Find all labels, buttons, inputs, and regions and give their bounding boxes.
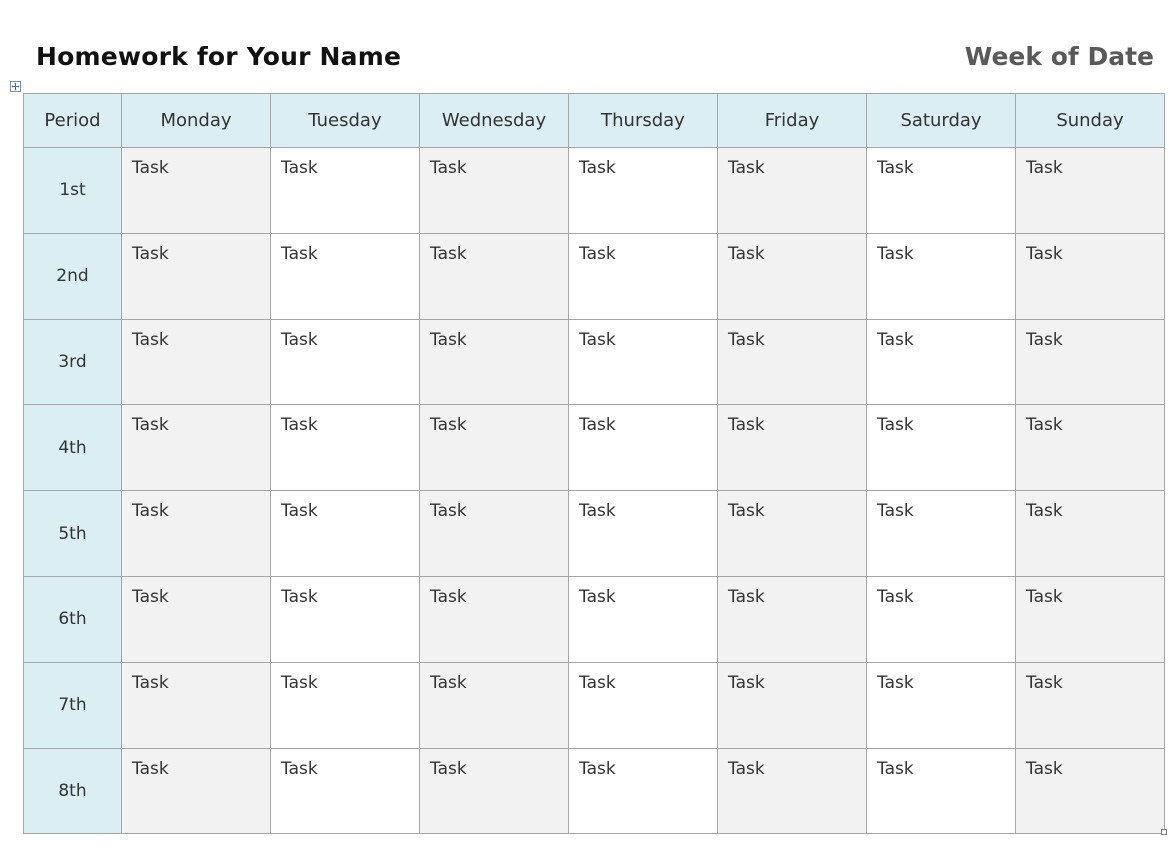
- task-cell[interactable]: Task: [271, 491, 420, 577]
- table-row: [24, 748, 1165, 834]
- task-cell[interactable]: Task: [867, 405, 1016, 491]
- period-cell: 7th: [24, 662, 122, 748]
- task-cell[interactable]: Task: [271, 576, 420, 662]
- task-cell[interactable]: Task: [867, 319, 1016, 405]
- column-header-wednesday: Wednesday: [420, 94, 569, 148]
- task-cell[interactable]: Task: [867, 576, 1016, 662]
- task-cell[interactable]: Task: [718, 748, 867, 834]
- task-cell[interactable]: Task: [122, 405, 271, 491]
- task-cell[interactable]: Task: [122, 748, 271, 834]
- table-row: [24, 405, 1165, 491]
- task-cell[interactable]: Task: [867, 748, 1016, 834]
- column-header-monday: Monday: [122, 94, 271, 148]
- task-cell[interactable]: Task: [420, 491, 569, 577]
- task-cell[interactable]: Task: [122, 662, 271, 748]
- table-row: [24, 319, 1165, 405]
- task-cell[interactable]: Task: [569, 319, 718, 405]
- task-cell[interactable]: Task: [420, 319, 569, 405]
- task-cell[interactable]: Task: [718, 233, 867, 319]
- task-cell[interactable]: Task: [271, 405, 420, 491]
- task-cell[interactable]: Task: [569, 405, 718, 491]
- task-cell[interactable]: Task: [569, 148, 718, 234]
- task-cell[interactable]: Task: [569, 748, 718, 834]
- task-cell[interactable]: Task: [420, 233, 569, 319]
- week-of-date: Week of Date: [964, 42, 1154, 71]
- task-cell[interactable]: Task: [718, 405, 867, 491]
- task-cell[interactable]: Task: [271, 233, 420, 319]
- task-cell[interactable]: Task: [420, 576, 569, 662]
- table-row: [24, 148, 1165, 234]
- task-cell[interactable]: Task: [420, 148, 569, 234]
- task-cell[interactable]: Task: [271, 148, 420, 234]
- column-header-tuesday: Tuesday: [271, 94, 420, 148]
- task-cell[interactable]: Task: [569, 491, 718, 577]
- task-cell[interactable]: Task: [1016, 662, 1165, 748]
- task-cell[interactable]: Task: [420, 662, 569, 748]
- table-row: [24, 662, 1165, 748]
- task-cell[interactable]: Task: [122, 491, 271, 577]
- task-cell[interactable]: Task: [867, 491, 1016, 577]
- period-cell: 2nd: [24, 233, 122, 319]
- period-cell: 5th: [24, 491, 122, 577]
- task-cell[interactable]: Task: [420, 405, 569, 491]
- homework-schedule-table: [23, 93, 1165, 834]
- task-cell[interactable]: Task: [569, 233, 718, 319]
- task-cell[interactable]: Task: [867, 662, 1016, 748]
- task-cell[interactable]: Task: [718, 576, 867, 662]
- period-cell: 3rd: [24, 319, 122, 405]
- table-header-row: [24, 94, 1165, 148]
- column-header-saturday: Saturday: [867, 94, 1016, 148]
- period-cell: 1st: [24, 148, 122, 234]
- table-resize-handle-icon[interactable]: [1161, 829, 1167, 835]
- task-cell[interactable]: Task: [1016, 148, 1165, 234]
- task-cell[interactable]: Task: [718, 319, 867, 405]
- period-cell: 8th: [24, 748, 122, 834]
- task-cell[interactable]: Task: [122, 233, 271, 319]
- period-cell: 4th: [24, 405, 122, 491]
- task-cell[interactable]: Task: [1016, 319, 1165, 405]
- task-cell[interactable]: Task: [1016, 748, 1165, 834]
- document-title: Homework for Your Name: [36, 42, 402, 71]
- task-cell[interactable]: Task: [271, 748, 420, 834]
- task-cell[interactable]: Task: [1016, 576, 1165, 662]
- task-cell[interactable]: Task: [1016, 233, 1165, 319]
- task-cell[interactable]: Task: [718, 148, 867, 234]
- task-cell[interactable]: Task: [1016, 491, 1165, 577]
- task-cell[interactable]: Task: [718, 662, 867, 748]
- table-row: [24, 491, 1165, 577]
- task-cell[interactable]: Task: [867, 233, 1016, 319]
- column-header-period: Period: [24, 94, 122, 148]
- period-cell: 6th: [24, 576, 122, 662]
- column-header-sunday: Sunday: [1016, 94, 1165, 148]
- task-cell[interactable]: Task: [1016, 405, 1165, 491]
- table-row: [24, 233, 1165, 319]
- task-cell[interactable]: Task: [122, 148, 271, 234]
- task-cell[interactable]: Task: [718, 491, 867, 577]
- task-cell[interactable]: Task: [569, 662, 718, 748]
- table-row: [24, 576, 1165, 662]
- task-cell[interactable]: Task: [122, 319, 271, 405]
- table-move-handle-icon[interactable]: [10, 81, 21, 92]
- column-header-friday: Friday: [718, 94, 867, 148]
- column-header-thursday: Thursday: [569, 94, 718, 148]
- task-cell[interactable]: Task: [867, 148, 1016, 234]
- task-cell[interactable]: Task: [271, 662, 420, 748]
- task-cell[interactable]: Task: [122, 576, 271, 662]
- task-cell[interactable]: Task: [569, 576, 718, 662]
- task-cell[interactable]: Task: [271, 319, 420, 405]
- task-cell[interactable]: Task: [420, 748, 569, 834]
